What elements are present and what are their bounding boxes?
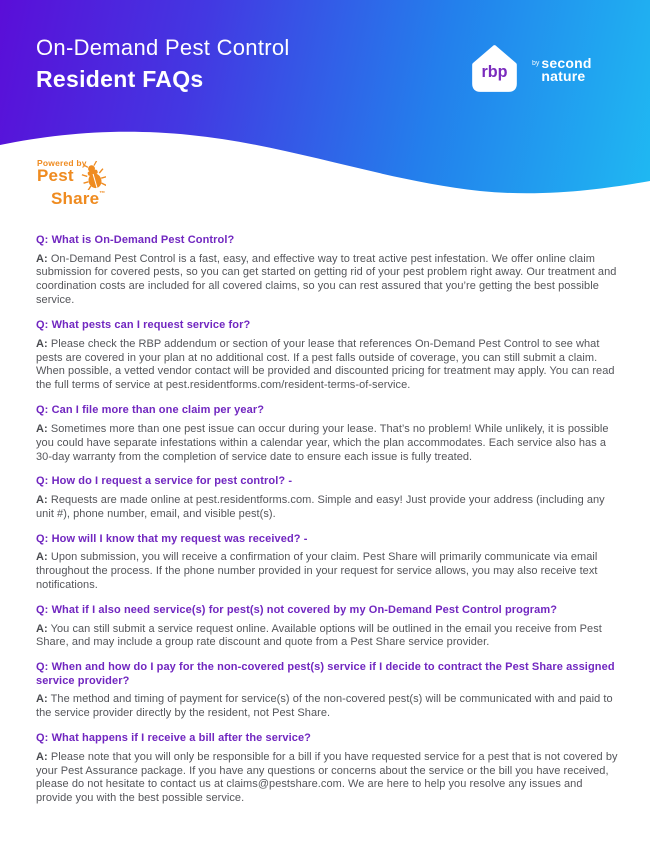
powered-by-pest-share-logo: [37, 158, 106, 205]
faq-answer: A: Sometimes more than one pest issue can occur during your lease. That’s no problem! While unlikely, it is possible you could have separate infestations within a calendar year, which the plan accommodates. Each service also has a 30-day warranty from the completion of service date to ensure each issue is fully treated.: [36, 422, 609, 463]
faq-question: Q: Can I file more than one claim per year?: [36, 404, 265, 417]
faq-question: Q: What is On-Demand Pest Control?: [36, 234, 235, 246]
faq-question: Q: What if I also need service(s) for pest(s) not covered by my On-Demand Pest Control program?: [36, 604, 558, 616]
faq-answer: A: Please note that you will only be responsible for a bill if you have requested service for a pest that is not covered by your Pest Assurance package. If you have any questions or concerns about the service or the bill you have received, please do not hesitate to contact us at claims@pestshare.com. We are here to help you resolve any issues and provide you with the best possible service.: [36, 750, 618, 805]
faq-question: Q: When and how do I pay for the non-covered pest(s) service if I decide to contract the Pest Share assigned service provider?: [36, 661, 615, 687]
share-word: Share: [51, 189, 100, 205]
header-banner: [0, 0, 650, 205]
faq-answer: A: On-Demand Pest Control is a fast, easy, and effective way to treat active pest infestation. We offer online claim submission for covered pests, so you can get started on getting rid of your pest problem right away. Our treatment and coordination costs are included for all covered claims, so you can rest assured that you’re getting the best possible service.: [36, 252, 617, 307]
page-title-line1: On-Demand Pest Control: [36, 35, 290, 60]
faq-item: [36, 533, 620, 593]
rbp-second-nature-logo: [466, 41, 592, 98]
faq-answer: A: Requests are made online at pest.residentforms.com. Simple and easy! Just provide your address (including any unit #), phone number, email, and visible pest(s).: [36, 493, 605, 520]
bug-icon: [81, 161, 106, 190]
faq-list: [0, 205, 650, 806]
faq-answer: A: The method and timing of payment for service(s) of the non-covered pest(s) will be communicated with and paid to the service provider directly by the resident, not Pest Share.: [36, 693, 613, 720]
pest-word: Pest: [37, 166, 74, 185]
faq-item: [36, 404, 620, 464]
faq-item: [36, 604, 620, 650]
faq-answer: A: You can still submit a service request online. Available options will be outlined in the email you receive from Pest Share, and may include a group rate discount and quote from a Pest Share service provider.: [36, 622, 602, 649]
faq-item: [36, 234, 620, 308]
svg-text:rbp: rbp: [481, 63, 508, 82]
second-nature-text: second nature: [541, 54, 592, 84]
faq-question: Q: What pests can I request service for?: [36, 319, 251, 332]
powered-by-label: Powered by: [37, 158, 87, 168]
faq-answer: A: Please check the RBP addendum or section of your lease that references On-Demand Pest Control to see what pests are covered in your plan at no additional cost. If a pest falls outside of coverage, you can still submit a claim. When possible, a vetted vendor contact will be provided and discounted pricing for treatment may apply. You can read the full terms of service at pest.residentforms.com/resident-terms-of-service.: [36, 337, 615, 392]
second-nature-wordmark: [532, 54, 592, 84]
faq-question: Q: What happens if I receive a bill after the service?: [36, 732, 311, 745]
faq-question: Q: How do I request a service for pest control? -: [36, 475, 293, 488]
faq-item: [36, 319, 620, 393]
faq-answer: A: Upon submission, you will receive a confirmation of your claim. Pest Share will primarily communicate via email throughout the process. If the phone number provided in your request for service allows, you may also receive text notifications.: [36, 551, 598, 592]
faq-item: [36, 475, 620, 521]
rbp-house-badge-icon: [466, 41, 523, 98]
faq-item: [36, 661, 620, 721]
by-label: by: [532, 59, 540, 67]
page-title: [36, 33, 290, 95]
trademark-symbol: ™: [99, 191, 106, 197]
page-title-line2: Resident FAQs: [36, 66, 204, 92]
faq-question: Q: How will I know that my request was received? -: [36, 532, 308, 545]
faq-item: [36, 732, 620, 806]
